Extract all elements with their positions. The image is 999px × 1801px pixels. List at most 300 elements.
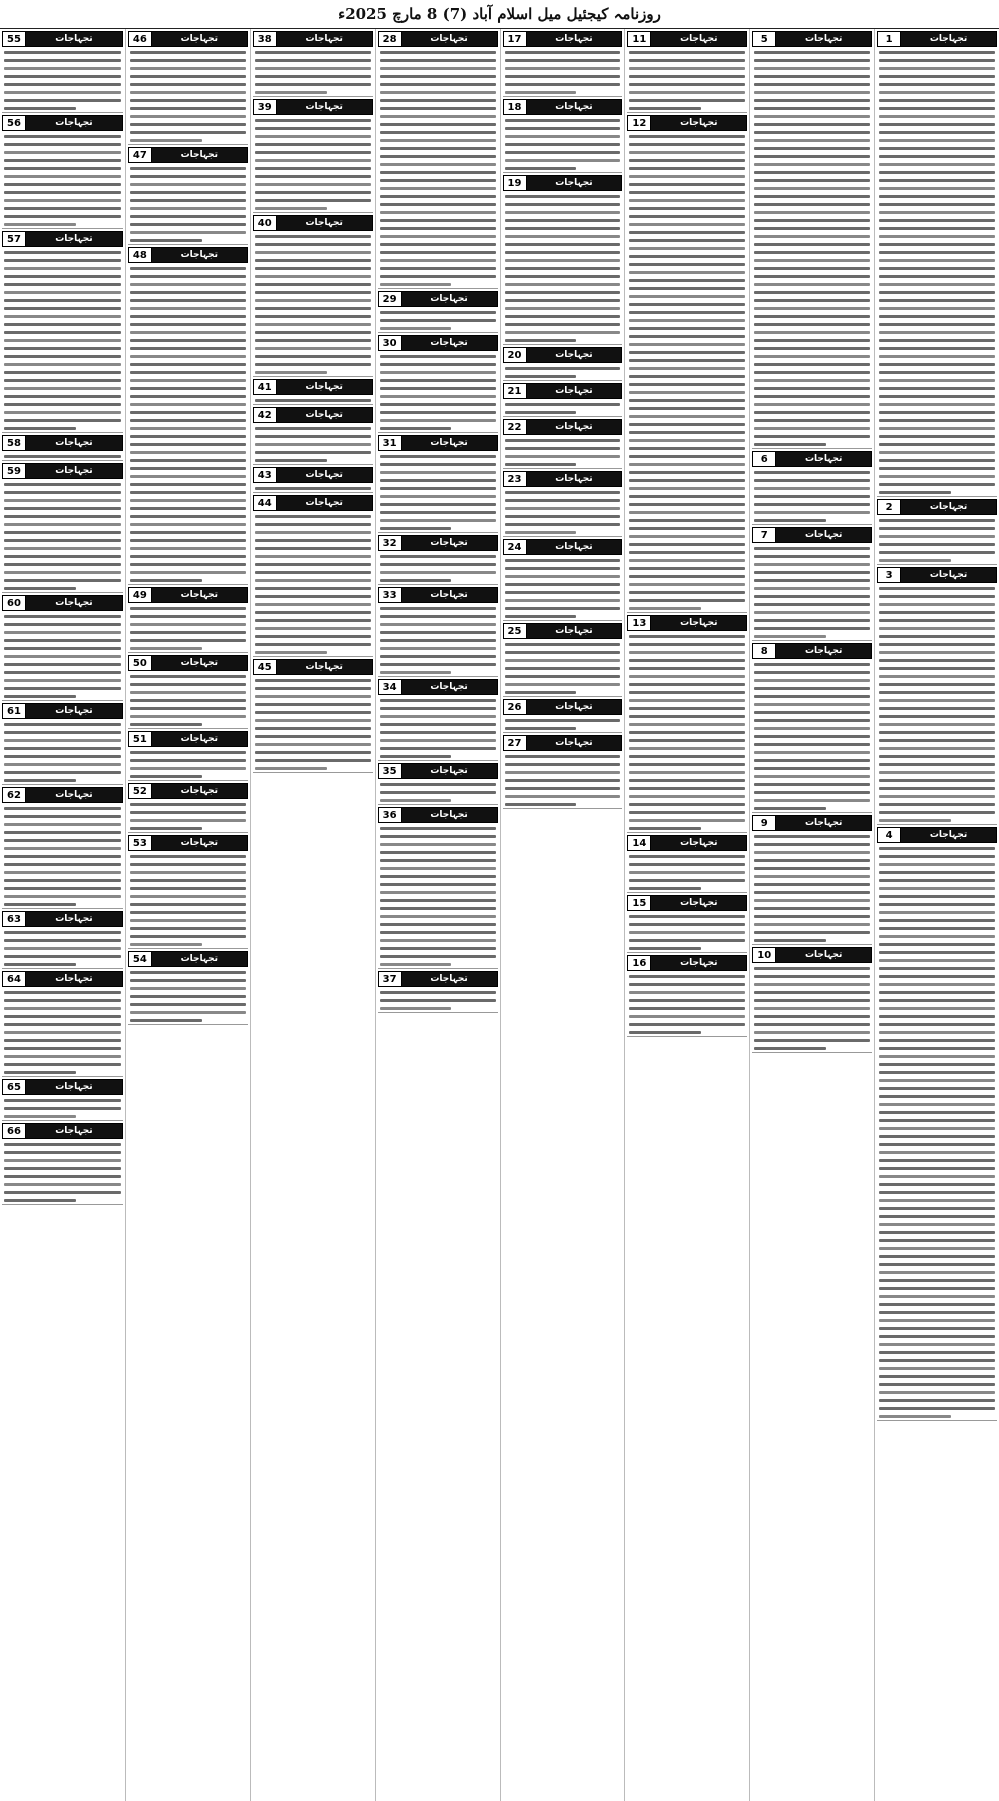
text-line [754,983,870,986]
ad-item [2,1123,123,1205]
text-line [380,519,496,522]
text-line [629,487,745,490]
text-line [255,399,371,402]
ad-label: تجہاجات [402,336,497,350]
text-line [130,707,246,710]
text-line [4,491,121,494]
text-line [4,291,121,294]
text-line [754,511,870,514]
text-line [380,623,496,626]
text-line [4,455,121,458]
ad-header [253,379,373,395]
text-line [879,919,995,922]
ad-label: تجہاجات [527,32,622,46]
ad-item [2,787,123,909]
ad-number: 63 [3,912,26,926]
text-line [754,283,870,286]
text-line [879,619,995,622]
text-line [879,787,995,790]
ad-header [2,115,123,131]
text-line [380,999,496,1002]
text-line [879,1343,995,1346]
ad-body-text [253,513,373,656]
text-line [879,1039,995,1042]
text-line [130,215,246,218]
text-line [754,83,870,86]
text-line [505,607,621,610]
ad-number: 8 [753,644,776,658]
ad-label: تجہاجات [26,704,122,718]
text-line [629,607,701,610]
text-line [4,419,121,422]
text-line [879,1327,995,1330]
text-line [4,639,121,642]
text-line [505,727,577,730]
text-line [879,467,995,470]
text-line [4,1047,121,1050]
text-line [380,471,496,474]
text-line [4,307,121,310]
ad-item [503,175,623,345]
ad-label: تجہاجات [26,1080,122,1094]
text-line [505,135,621,138]
text-line [4,175,121,178]
ad-header [378,587,498,603]
text-line [629,819,745,822]
ad-body-text [128,265,248,584]
text-line [505,643,621,646]
text-line [380,67,496,70]
text-line [754,671,870,674]
text-line [879,275,995,278]
text-line [130,183,246,186]
text-line [879,395,995,398]
text-line [380,139,496,142]
ad-number: 39 [254,100,277,114]
ad-item [752,451,872,525]
masthead-title: روزنامہ کیجئیل میل اسلام آباد (7) 8 مارچ 2025ء [338,5,661,23]
ad-item [253,215,373,377]
ad-item [253,467,373,493]
text-line [380,411,496,414]
text-line [754,519,826,522]
text-line [879,379,995,382]
ad-item [752,527,872,641]
ad-item [253,407,373,465]
text-line [130,811,246,814]
text-line [505,675,621,678]
text-line [754,555,870,558]
text-line [879,1271,995,1274]
text-line [879,1399,995,1402]
text-line [754,339,870,342]
text-line [505,91,577,94]
text-line [879,595,995,598]
text-line [629,827,701,830]
text-line [130,979,246,982]
text-line [879,1215,995,1218]
text-line [629,503,745,506]
ad-number: 20 [504,348,527,362]
ad-header [627,31,747,47]
text-line [380,915,496,918]
text-line [130,491,246,494]
text-line [380,363,496,366]
text-line [380,555,496,558]
text-line [754,703,870,706]
text-line [130,647,202,650]
text-line [130,903,246,906]
text-line [380,835,496,838]
text-line [130,75,246,78]
text-line [130,579,202,582]
ad-item [378,435,498,533]
text-line [4,411,121,414]
text-line [4,947,121,950]
text-line [754,203,870,206]
text-line [4,539,121,542]
text-line [130,191,246,194]
text-line [754,595,870,598]
text-line [4,939,121,942]
ad-body-text [378,353,498,432]
text-line [754,635,826,638]
text-line [879,771,995,774]
text-line [4,199,121,202]
text-line [629,343,745,346]
text-line [380,647,496,650]
ad-label: تجہاجات [776,816,871,830]
text-line [879,1023,995,1026]
text-line [629,991,745,994]
text-line [4,167,121,170]
text-line [130,623,246,626]
text-line [629,923,745,926]
ad-label: تجہاجات [26,972,122,986]
text-line [130,307,246,310]
ad-header [503,471,623,487]
ad-number: 21 [504,384,527,398]
text-line [505,683,621,686]
text-line [4,355,121,358]
text-line [4,371,121,374]
text-line [629,599,745,602]
text-line [255,143,371,146]
ad-body-text [2,721,123,784]
text-line [879,1239,995,1242]
ad-number: 5 [753,32,776,46]
text-line [380,707,496,710]
text-line [130,879,246,882]
text-line [255,347,371,350]
text-line [879,715,995,718]
text-line [255,51,371,54]
text-line [754,587,870,590]
ad-label: تجہاجات [527,624,622,638]
ad-label: تجہاجات [651,896,746,910]
text-line [879,643,995,646]
text-line [380,387,496,390]
text-line [879,1183,995,1186]
text-line [505,127,621,130]
text-line [4,531,121,534]
ad-label: تجہاجات [527,540,622,554]
text-line [380,163,496,166]
ad-header [253,407,373,423]
ad-label: تجہاجات [527,100,622,114]
text-line [754,775,870,778]
text-line [130,855,246,858]
text-line [629,707,745,710]
text-line [754,275,870,278]
text-line [754,907,870,910]
text-line [629,583,745,586]
ad-header [503,175,623,191]
text-line [380,655,496,658]
text-line [754,67,870,70]
text-line [754,371,870,374]
ad-number: 36 [379,808,402,822]
ad-body-text [627,853,747,892]
text-line [879,283,995,286]
text-line [505,507,621,510]
text-line [754,487,870,490]
ad-item [128,783,248,833]
text-line [505,651,621,654]
text-line [255,127,371,130]
ad-number: 46 [129,32,152,46]
ad-label: تجہاجات [26,596,122,610]
text-line [4,99,121,102]
ad-body-text [128,165,248,244]
text-line [380,479,496,482]
text-line [130,395,246,398]
text-line [629,151,745,154]
text-line [380,187,496,190]
ad-body-text [503,193,623,344]
ad-body-text [378,553,498,584]
text-line [130,99,246,102]
text-line [629,763,745,766]
text-line [879,543,995,546]
text-line [4,1015,121,1018]
text-line [879,1063,995,1066]
ad-number: 49 [129,588,152,602]
text-line [255,619,371,622]
text-line [629,1023,745,1026]
ad-label: تجہاجات [527,348,622,362]
ad-item [503,419,623,469]
ad-header [378,535,498,551]
text-line [879,1231,995,1234]
text-line [380,827,496,830]
text-line [130,131,246,134]
text-line [754,195,870,198]
text-line [380,487,496,490]
text-line [879,451,995,454]
ad-header [2,595,123,611]
text-line [629,715,745,718]
text-line [754,687,870,690]
text-line [4,259,121,262]
text-line [130,1003,246,1006]
text-line [505,531,577,534]
ad-body-text [877,517,997,564]
text-line [879,1287,995,1290]
ad-number: 43 [254,468,277,482]
ad-number: 47 [129,148,152,162]
ad-number: 64 [3,972,26,986]
text-line [879,107,995,110]
text-line [130,459,246,462]
ad-item [2,31,123,113]
text-line [505,259,621,262]
ad-body-text [2,49,123,112]
ad-item [253,99,373,213]
text-line [4,747,121,750]
text-line [505,291,621,294]
text-line [754,851,870,854]
text-line [505,283,621,286]
text-line [130,139,202,142]
text-line [130,911,246,914]
text-line [754,767,870,770]
text-line [879,51,995,54]
text-line [629,863,745,866]
text-line [754,579,870,582]
ad-item [2,463,123,593]
ad-number: 37 [379,972,402,986]
text-line [754,663,870,666]
text-line [505,591,621,594]
text-line [380,327,452,330]
text-line [754,807,826,810]
text-line [754,899,870,902]
text-line [4,299,121,302]
text-line [879,651,995,654]
ad-header [752,451,872,467]
text-line [505,235,621,238]
text-line [629,407,745,410]
ad-header [2,231,123,247]
text-line [255,315,371,318]
text-line [130,675,246,678]
text-line [629,391,745,394]
text-line [879,1311,995,1314]
text-line [505,67,621,70]
text-line [629,887,701,890]
ad-item [877,31,997,497]
text-line [879,1407,995,1410]
text-line [255,83,371,86]
text-line [380,463,496,466]
text-line [879,959,995,962]
text-line [879,171,995,174]
text-line [629,447,745,450]
text-line [754,627,870,630]
text-line [380,699,496,702]
text-line [505,219,621,222]
ad-number: 60 [3,596,26,610]
ad-number: 19 [504,176,527,190]
text-line [629,367,745,370]
text-line [505,795,621,798]
ad-body-text [503,753,623,808]
ad-body-text [503,437,623,468]
text-line [4,807,121,810]
text-line [879,427,995,430]
text-line [4,483,121,486]
ad-body-text [503,489,623,536]
text-line [505,307,621,310]
text-line [754,719,870,722]
ad-body-text [2,481,123,592]
text-line [130,683,246,686]
text-line [130,223,246,226]
ad-number: 7 [753,528,776,542]
text-line [879,187,995,190]
text-line [754,259,870,262]
text-line [4,83,121,86]
text-line [754,75,870,78]
text-line [505,375,577,378]
text-line [4,183,121,186]
text-line [879,1303,995,1306]
ad-body-text [627,913,747,952]
ad-number: 6 [753,452,776,466]
text-line [4,499,121,502]
text-line [754,299,870,302]
text-line [505,567,621,570]
ad-body-text [2,1097,123,1120]
text-line [380,1007,452,1010]
text-line [629,303,745,306]
text-line [380,907,496,910]
text-line [130,275,246,278]
text-line [4,1159,121,1162]
text-line [505,159,621,162]
text-line [380,91,496,94]
text-line [629,643,745,646]
text-line [629,667,745,670]
text-line [879,307,995,310]
text-line [754,975,870,978]
text-line [4,379,121,382]
text-line [255,703,371,706]
text-line [754,931,870,934]
text-line [879,551,995,554]
text-line [255,207,327,210]
text-line [879,331,995,334]
text-line [629,551,745,554]
text-line [130,83,246,86]
text-line [380,851,496,854]
ad-body-text [2,613,123,700]
ad-header [2,971,123,987]
text-line [130,475,246,478]
text-line [879,863,995,866]
text-line [879,1127,995,1130]
text-line [130,871,246,874]
ad-body-text [253,677,373,772]
text-line [879,667,995,670]
text-line [754,315,870,318]
text-line [754,363,870,366]
text-line [879,363,995,366]
text-line [505,75,621,78]
text-line [255,59,371,62]
ad-item [877,827,997,1421]
